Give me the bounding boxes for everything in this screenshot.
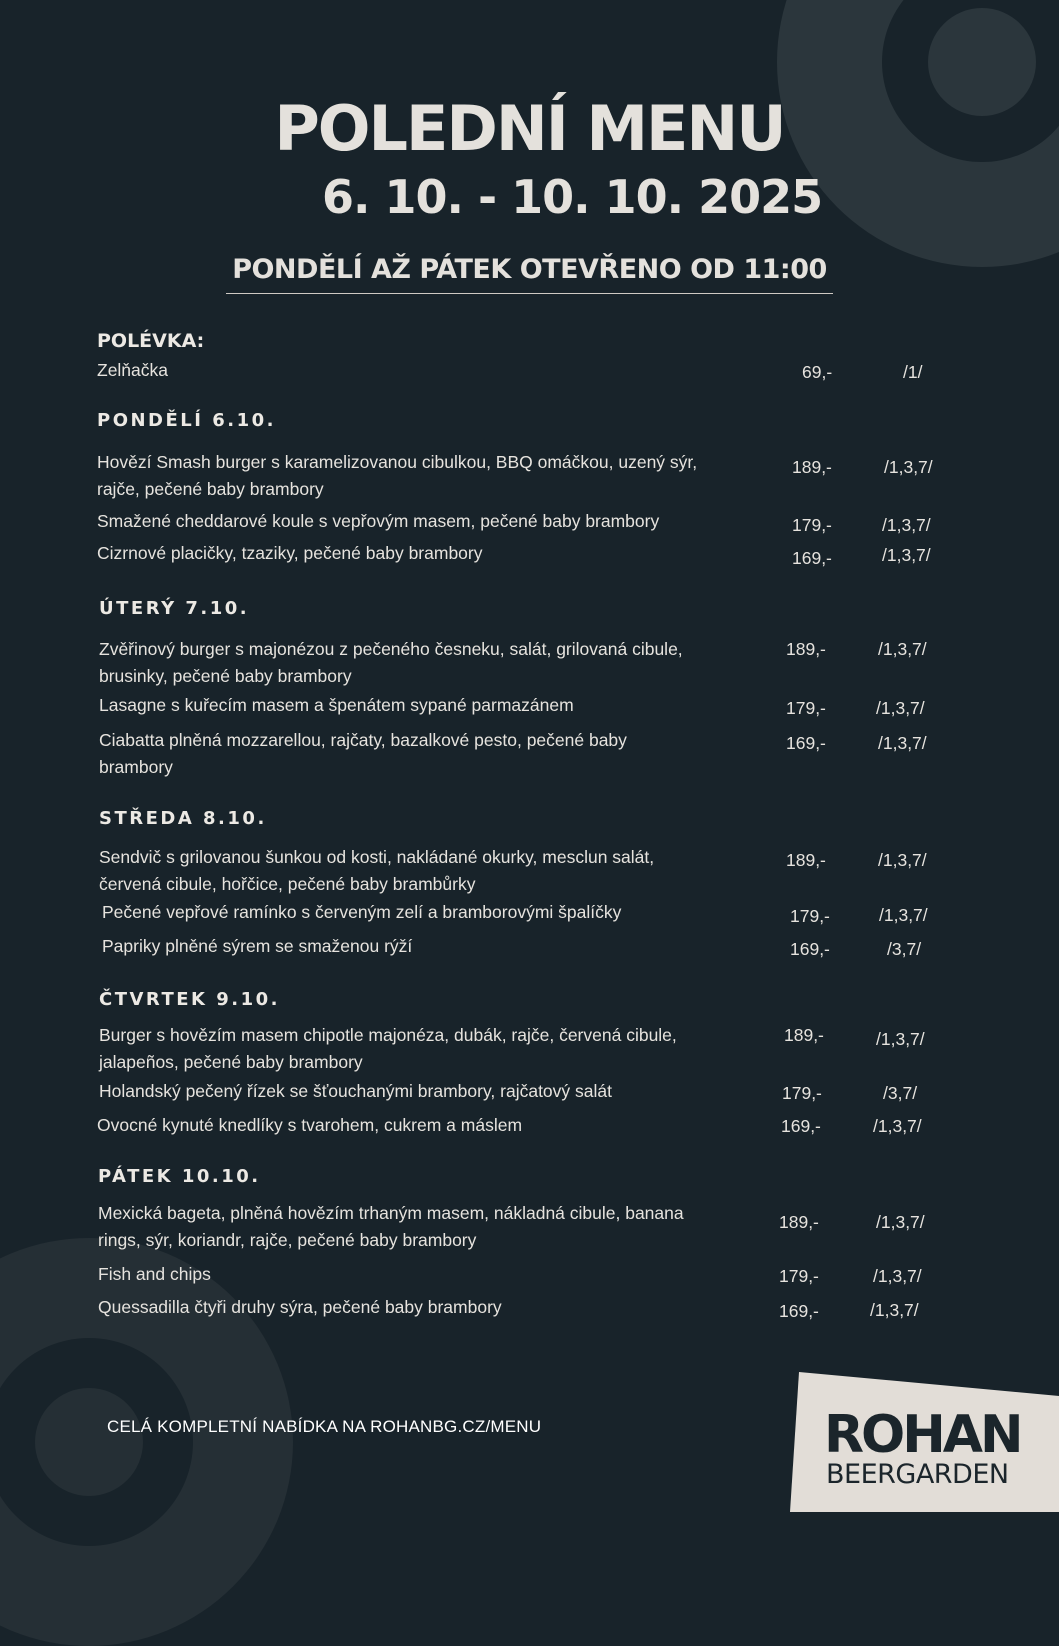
menu-item-name: Papriky plněné sýrem se smaženou rýží: [102, 936, 413, 956]
day-heading: ČTVRTEK 9.10.: [99, 989, 281, 1010]
opening-hours: PONDĚLÍ AŽ PÁTEK OTEVŘENO OD 11:00: [232, 254, 827, 285]
menu-item-price: 169,-: [790, 939, 830, 959]
menu-item-name: Smažené cheddarové koule s vepřovým masem, pečené baby brambory: [97, 511, 660, 531]
soup-heading: POLÉVKA:: [97, 330, 205, 352]
menu-item-price: 69,-: [802, 362, 833, 382]
menu-item-price: 189,-: [786, 639, 826, 659]
menu-item-name-line: rings, sýr, koriandr, rajče, pečené baby brambory: [98, 1230, 477, 1250]
menu-item-name: [99, 727, 749, 781]
menu-item-name: Ovocné kynuté knedlíky s tvarohem, cukrem a máslem: [97, 1115, 523, 1135]
menu-item-name-line: jalapeños, pečené baby brambory: [99, 1052, 363, 1072]
menu-item-price: 179,-: [790, 906, 830, 926]
day-heading: STŘEDA 8.10.: [99, 808, 267, 829]
menu-item-price: 179,-: [779, 1266, 819, 1286]
menu-item-name-line: Ciabatta plněná mozzarellou, rajčaty, bazalkové pesto, pečené baby: [99, 730, 627, 750]
menu-item-name-line: rajče, pečené baby brambory: [97, 479, 324, 499]
menu-item-allergens: /1,3,7/: [876, 698, 925, 718]
menu-item-name: Fish and chips: [98, 1264, 211, 1284]
menu-item-name: [99, 844, 749, 898]
menu-item-price: 169,-: [779, 1301, 819, 1321]
menu-item-name-line: Burger s hovězím masem chipotle majonéza, dubák, rajče, červená cibule,: [99, 1025, 677, 1045]
menu-item-price: 169,-: [781, 1116, 821, 1136]
menu-item-price: 189,-: [779, 1212, 819, 1232]
menu-item-allergens: /1,3,7/: [873, 1116, 922, 1136]
menu-item-name: Lasagne s kuřecím masem a špenátem sypané parmazánem: [99, 695, 574, 715]
menu-item-price: 189,-: [784, 1025, 824, 1045]
menu-dates: 6. 10. - 10. 10. 2025: [322, 170, 823, 224]
menu-item-price: 179,-: [782, 1083, 822, 1103]
menu-item-name: [98, 1200, 748, 1254]
menu-item-name-line: brambory: [99, 757, 173, 777]
menu-title: POLEDNÍ MENU: [274, 92, 785, 165]
menu-item-name: [99, 1022, 749, 1076]
menu-item-allergens: /1,3,7/: [882, 515, 931, 535]
menu-item-name-line: Mexická bageta, plněná hovězím trhaným masem, nákladná cibule, banana: [98, 1203, 684, 1223]
menu-item-allergens: /1,3,7/: [876, 1029, 925, 1049]
menu-item-allergens: /1/: [903, 362, 923, 382]
menu-item-name-line: Hovězí Smash burger s karamelizovanou cibulkou, BBQ omáčkou, uzený sýr,: [97, 452, 698, 472]
menu-item-price: 169,-: [792, 548, 832, 568]
menu-item-name: Quessadilla čtyři druhy sýra, pečené baby brambory: [98, 1297, 502, 1317]
menu-item-allergens: /1,3,7/: [878, 850, 927, 870]
logo-subtitle: BEERGARDEN: [826, 1459, 1009, 1490]
menu-item-allergens: /1,3,7/: [878, 639, 927, 659]
menu-item-name-line: červená cibule, hořčice, pečené baby brambůrky: [99, 874, 476, 894]
menu-item-price: 179,-: [792, 515, 832, 535]
menu-item-allergens: /1,3,7/: [870, 1300, 919, 1320]
menu-item-price: 179,-: [786, 698, 826, 718]
menu-item-name: Pečené vepřové ramínko s červeným zelí a bramborovými špalíčky: [102, 902, 622, 922]
day-heading: PONDĚLÍ 6.10.: [97, 410, 276, 431]
menu-item-name: Cizrnové placičky, tzaziky, pečené baby brambory: [97, 543, 483, 563]
menu-item-allergens: /1,3,7/: [873, 1266, 922, 1286]
menu-item-allergens: /3,7/: [883, 1083, 918, 1103]
footer-website-note: CELÁ KOMPLETNÍ NABÍDKA NA ROHANBG.CZ/MENU: [107, 1417, 542, 1436]
day-heading: PÁTEK 10.10.: [98, 1166, 261, 1187]
logo-wordmark: ROHAN: [824, 1405, 1021, 1465]
menu-item-price: 189,-: [792, 457, 832, 477]
decor-circle-bottom-dot: [35, 1388, 143, 1496]
menu-item-name-line: Zvěřinový burger s majonézou z pečeného česneku, salát, grilovaná cibule,: [99, 639, 683, 659]
menu-item-allergens: /1,3,7/: [879, 905, 928, 925]
menu-item-price: 189,-: [786, 850, 826, 870]
menu-item-name-line: Sendvič s grilovanou šunkou od kosti, nakládané okurky, mesclun salát,: [99, 847, 655, 867]
menu-item-name: [99, 636, 749, 690]
menu-item-allergens: /1,3,7/: [884, 457, 933, 477]
menu-item-name: [97, 449, 747, 503]
menu-item-allergens: /1,3,7/: [882, 545, 931, 565]
divider: [226, 293, 833, 294]
menu-item-price: 169,-: [786, 733, 826, 753]
menu-item-name-line: brusinky, pečené baby brambory: [99, 666, 352, 686]
menu-item-allergens: /1,3,7/: [878, 733, 927, 753]
menu-item-allergens: /1,3,7/: [876, 1212, 925, 1232]
menu-item-name: Holandský pečený řízek se šťouchanými brambory, rajčatový salát: [99, 1081, 612, 1101]
menu-item-name: Zelňačka: [97, 360, 169, 380]
day-heading: ÚTERÝ 7.10.: [99, 598, 250, 619]
menu-item-allergens: /3,7/: [887, 939, 922, 959]
